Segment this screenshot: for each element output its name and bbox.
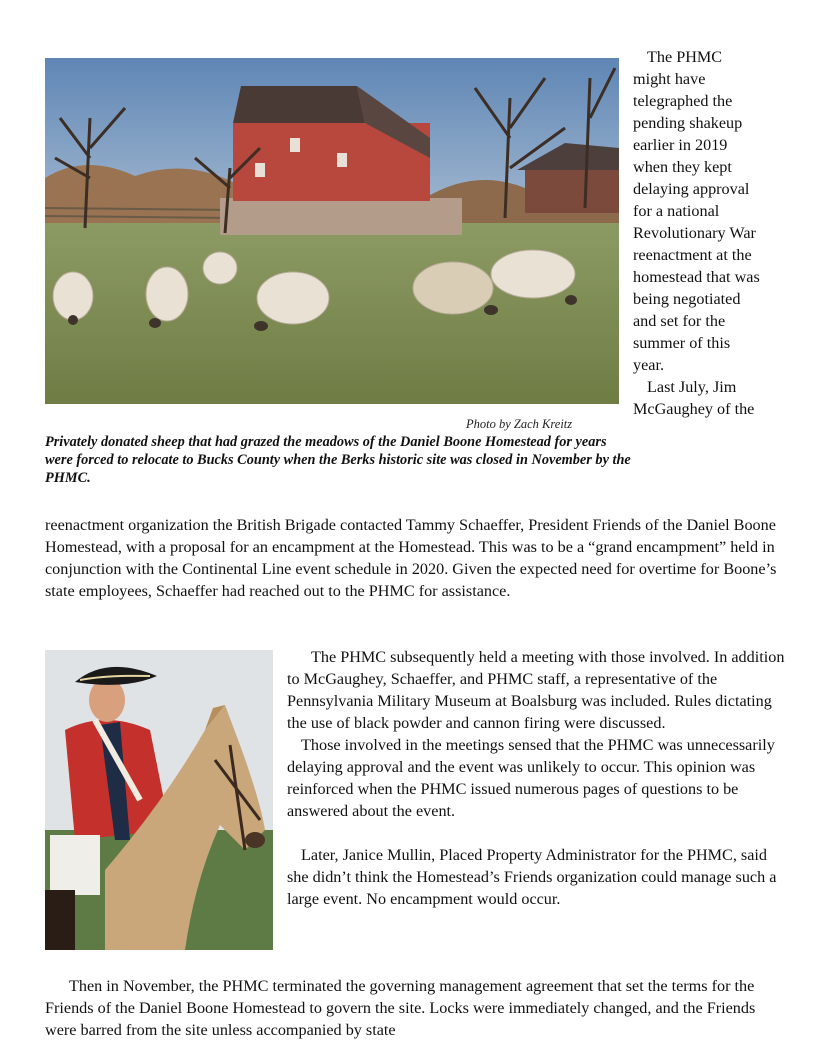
body-paragraph-november: Then in November, the PHMC terminated the governing management agreement that set the terms for the Friends of the Daniel Boone Homestead to govern the site. Locks were immediately changed, and the Friends were barred from the site unless accompanied by state: [45, 977, 756, 1039]
column-line: earlier in 2019: [633, 136, 728, 154]
column-line: being negotiated: [633, 290, 741, 308]
column-line: Last July, Jim: [647, 378, 737, 396]
body-paragraph-delay: Those involved in the meetings sensed that the PHMC was unnecessarily delaying approval and the event was unlikely to occur. This opinion was reinforced when the PHMC issued numerous pages of questions to be answered about the event.: [287, 736, 775, 820]
body-paragraph-mullin: Later, Janice Mullin, Placed Property Administrator for the PHMC, said she didn’t think the Homestead’s Friends organization could manage such a large event. No encampment would occur.: [287, 846, 777, 908]
right-column: [633, 46, 793, 420]
column-line: summer of this: [633, 334, 731, 352]
column-line: and set for the: [633, 312, 726, 330]
column-line: for a national: [633, 202, 720, 220]
barn-sheep-photo-icon: [45, 58, 619, 404]
paragraph-gap: [287, 822, 787, 844]
middle-column: [287, 646, 787, 910]
column-line: homestead that was: [633, 268, 760, 286]
column-line: pending shakeup: [633, 114, 743, 132]
redcoat-rider-photo: [45, 650, 273, 950]
photo-credit: Photo by Zach Kreitz: [466, 417, 573, 431]
barn-sheep-photo: [45, 58, 619, 404]
column-line: Revolutionary War: [633, 224, 756, 242]
column-line: delaying approval: [633, 180, 750, 198]
column-line: McGaughey of the: [633, 400, 755, 418]
photo-caption: Privately donated sheep that had grazed the meadows of the Daniel Boone Homestead for years were forced to relocate to Bucks County when the Berks historic site was closed in November by the PHMC.: [45, 434, 631, 486]
redcoat-rider-photo-icon: [45, 650, 273, 950]
column-line: The PHMC: [647, 48, 723, 66]
body-paragraph-meeting: The PHMC subsequently held a meeting with those involved. In addition to McGaughey, Schaeffer, and PHMC staff, a representative of the Pennsylvania Military Museum at Boalsburg was included. Rules dictating the use of black powder and cannon firing were discussed.: [287, 648, 785, 732]
column-line: might have: [633, 70, 706, 88]
column-line: reenactment at the: [633, 246, 752, 264]
body-paragraph-continued: reenactment organization the British Brigade contacted Tammy Schaeffer, President Friends of the Daniel Boone Homestead, with a proposal for an encampment at the Homestead. This was to be a “grand encampment” held in conjunction with the Continental Line event schedule in 2020. Given the expected need for overtime for Boone’s state employees, Schaeffer had reached out to the PHMC for assistance.: [45, 516, 777, 600]
column-line: year.: [633, 356, 665, 374]
column-line: when they kept: [633, 158, 732, 176]
column-line: telegraphed the: [633, 92, 733, 110]
